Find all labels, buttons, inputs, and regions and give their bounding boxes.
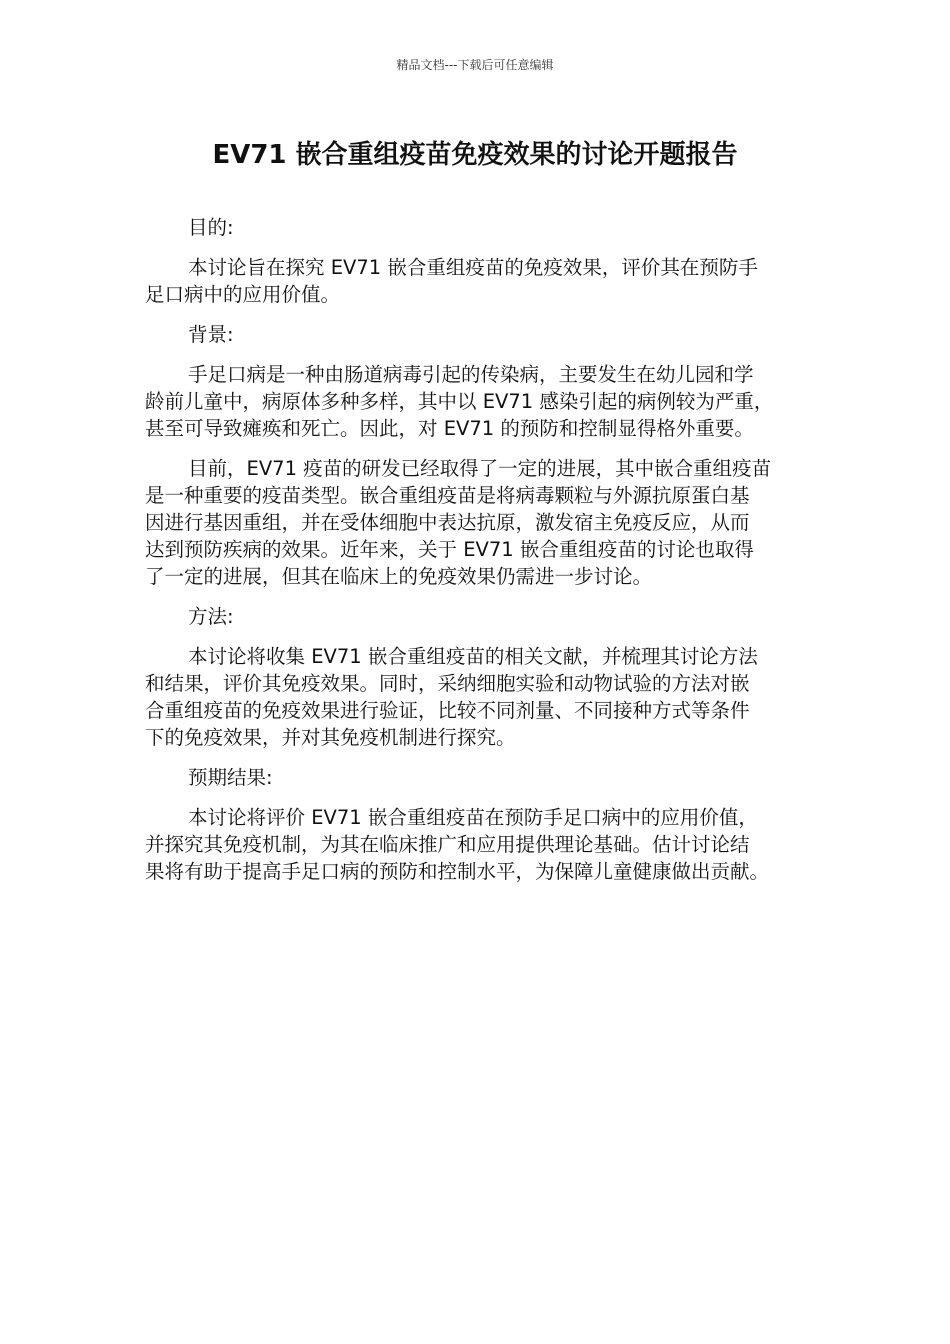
section-heading: 预期结果: (188, 766, 273, 789)
paragraph-line: 足口病中的应用价值。 (145, 283, 341, 306)
section-heading: 背景: (188, 323, 234, 346)
paragraph-line: 了一定的进展，但其在临床上的免疫效果仍需进一步讨论。 (145, 565, 653, 588)
section-method (145, 603, 810, 751)
paragraph-line: 目前，EV71 疫苗的研发已经取得了一定的进展，其中嵌合重组疫苗 (188, 457, 772, 480)
section-background (145, 321, 810, 590)
paragraph (145, 361, 810, 442)
paragraph-line: 达到预防疾病的效果。近年来，关于 EV71 嵌合重组疫苗的讨论也取得 (145, 538, 754, 561)
paragraph-line: 并探究其免疫机制，为其在临床推广和应用提供理论基础。估计讨论结 (145, 833, 750, 856)
paragraph-line: 果将有助于提高手足口病的预防和控制水平，为保障儿童健康做出贡献。 (145, 860, 770, 883)
paragraph (145, 254, 810, 308)
paragraph-line: 甚至可导致瘫痪和死亡。因此，对 EV71 的预防和控制显得格外重要。 (145, 417, 754, 440)
paragraph-line: 本讨论将收集 EV71 嵌合重组疫苗的相关文献，并梳理其讨论方法 (188, 645, 758, 668)
section-heading: 目的: (188, 216, 234, 239)
paragraph-line: 本讨论将评价 EV71 嵌合重组疫苗在预防手足口病中的应用价值， (188, 806, 758, 829)
paragraph-line: 是一种重要的疫苗类型。嵌合重组疫苗是将病毒颗粒与外源抗原蛋白基 (145, 484, 750, 507)
header-note: 精品文档---下载后可任意编辑 (396, 58, 554, 72)
paragraph (145, 455, 810, 590)
paragraph (145, 643, 810, 751)
paragraph-line: 手足口病是一种由肠道病毒引起的传染病，主要发生在幼儿园和学 (188, 363, 754, 386)
paragraph-line: 本讨论旨在探究 EV71 嵌合重组疫苗的免疫效果，评价其在预防手 (188, 256, 758, 279)
document-title: EV71 嵌合重组疫苗免疫效果的讨论开题报告 (212, 140, 738, 170)
paragraph (145, 804, 810, 885)
section-purpose (145, 214, 810, 308)
paragraph-line: 和结果，评价其免疫效果。同时，采纳细胞实验和动物试验的方法对嵌 (145, 672, 750, 695)
paragraph-line: 下的免疫效果，并对其免疫机制进行探究。 (145, 726, 516, 749)
section-expected-results (145, 764, 810, 885)
paragraph-line: 龄前儿童中，病原体多种多样，其中以 EV71 感染引起的病例较为严重， (145, 390, 774, 413)
paragraph-line: 合重组疫苗的免疫效果进行验证，比较不同剂量、不同接种方式等条件 (145, 699, 750, 722)
paragraph-line: 因进行基因重组，并在受体细胞中表达抗原，激发宿主免疫反应，从而 (145, 511, 750, 534)
section-heading: 方法: (188, 605, 234, 628)
document-body (145, 214, 810, 898)
